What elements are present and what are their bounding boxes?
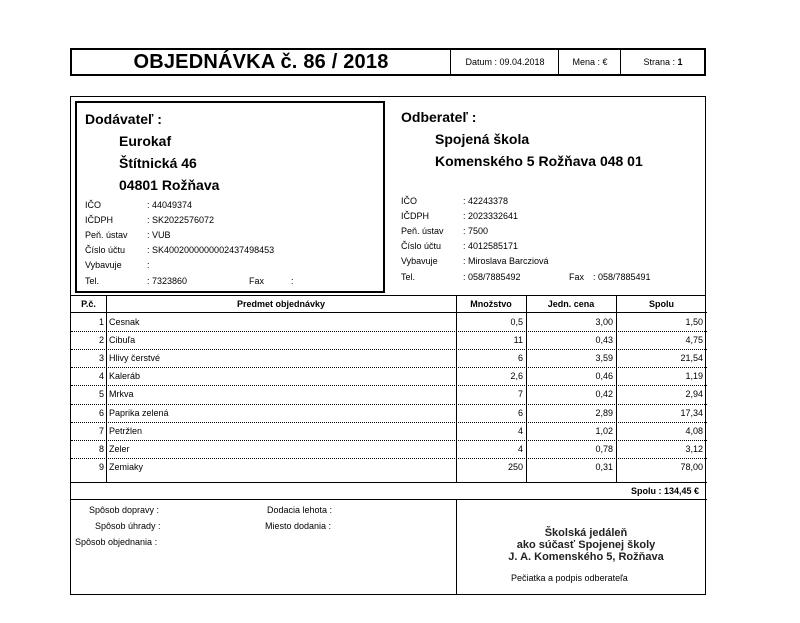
stamp-line-3: J. A. Komenského 5, Rožňava [508,551,664,563]
supplier-label-icdph: IČDPH [85,215,114,225]
row-qty: 0,5 [510,317,523,327]
row-item: Zemiaky [109,461,144,472]
items-table [70,296,706,483]
customer-label-account: Číslo účtu [401,241,442,251]
row-total: 1,50 [685,317,703,327]
supplier-label-contact: Vybavuje [85,260,122,270]
row-item: Hlivy čerstvé [109,353,161,364]
supplier-bank: : VUB [147,230,171,240]
row-no: 5 [98,389,104,400]
order-footer [70,483,706,595]
footer-label-ordering: Spôsob objednania : [75,537,158,547]
customer-label-bank: Peň. ústav [401,226,444,236]
col-header-no: P.č. [81,299,96,309]
order-total: Spolu : 134,45 € [630,486,699,496]
customer-ico: : 42243378 [463,196,509,206]
row-total: 21,54 [680,353,703,364]
row-total: 4,75 [685,335,703,346]
row-unit-price: 0,78 [595,443,613,454]
supplier-box [75,101,385,293]
customer-name: Spojená škola [435,131,530,147]
col-header-total: Spolu [649,299,674,309]
row-item: Kaleráb [109,371,141,382]
customer-fax-label: Fax [569,272,585,282]
row-no: 6 [98,407,104,418]
footer-label-delivery-term: Dodacia lehota : [267,505,333,515]
customer-label-tel: Tel. [401,272,416,282]
row-no: 8 [98,443,104,454]
stamp-line-2: ako súčasť Spojenej školy [516,539,656,551]
row-item: Mrkva [109,389,134,400]
stamp-line-1: Školská jedáleň [544,527,628,539]
supplier-icdph: : SK2022576072 [147,215,215,225]
row-total: 17,34 [680,407,703,418]
row-qty: 11 [513,335,523,346]
row-item: Petržlen [109,425,143,436]
col-header-item: Predmet objednávky [236,299,326,309]
row-total: 78,00 [680,461,703,472]
row-no: 1 [98,317,104,327]
supplier-tel: : 7323860 [147,276,188,286]
row-qty: 4 [517,443,523,454]
supplier-ico: : 44049374 [147,200,193,210]
row-total: 2,94 [685,389,703,400]
row-qty: 250 [507,461,523,472]
customer-contact: : Miroslava Barcziová [463,256,549,266]
row-item: Paprika zelená [109,407,169,418]
row-unit-price: 0,31 [595,461,613,472]
order-date: Datum : 09.04.2018 [450,50,559,74]
order-header [70,48,706,76]
customer-address: Komenského 5 Rožňava 048 01 [435,153,643,169]
supplier-heading: Dodávateľ : [85,111,162,127]
row-no: 7 [98,425,104,436]
row-unit-price: 0,42 [595,389,613,400]
row-no: 3 [98,353,104,364]
row-no: 2 [98,335,104,346]
supplier-label-ico: IČO [85,200,102,210]
supplier-name: Eurokaf [119,133,172,149]
row-qty: 6 [517,407,523,418]
customer-label-icdph: IČDPH [401,211,430,221]
order-title: OBJEDNÁVKA č. 86 / 2018 [133,50,389,73]
row-no: 9 [98,461,104,472]
customer-fax: : 058/7885491 [593,272,651,282]
footer-label-payment: Spôsob úhrady : [95,521,161,531]
customer-label-contact: Vybavuje [401,256,438,266]
parties-section [70,96,706,296]
supplier-contact: : [147,260,150,270]
customer-heading: Odberateľ : [401,109,477,125]
supplier-city: 04801 Rožňava [119,177,220,193]
row-qty: 6 [517,353,523,364]
supplier-street: Štítnická 46 [119,155,197,171]
customer-account: : 4012585171 [463,241,519,251]
row-item: Zeler [109,443,130,454]
row-unit-price: 0,46 [595,371,613,382]
school-stamp [476,527,696,563]
order-currency: Mena : € [558,50,621,74]
supplier-label-tel: Tel. [85,276,100,286]
row-total: 4,08 [685,425,703,436]
row-no: 4 [98,371,104,382]
customer-tel: : 058/7885492 [463,272,521,282]
footer-label-delivery-place: Miesto dodania : [265,521,332,531]
col-header-unit-price: Jedn. cena [547,299,595,309]
row-qty: 2,6 [510,371,523,382]
signature-label: Pečiatka a podpis odberateľa [511,573,628,583]
customer-icdph: : 2023332641 [463,211,519,221]
row-item: Cesnak [109,317,140,327]
footer-label-transport: Spôsob dopravy : [89,505,160,515]
col-header-qty: Množstvo [470,299,512,309]
supplier-label-account: Číslo účtu [85,245,126,255]
row-total: 1,19 [685,371,703,382]
customer-bank: : 7500 [463,226,489,236]
supplier-account: : SK4002000000002437498453 [147,245,275,255]
supplier-label-bank: Peň. ústav [85,230,128,240]
page-indicator [620,50,705,74]
page-label: Strana : [643,57,675,67]
row-qty: 7 [517,389,523,400]
row-unit-price: 1,02 [595,425,613,436]
row-unit-price: 2,89 [595,407,613,418]
row-unit-price: 3,00 [595,317,613,327]
supplier-fax: : [291,276,294,286]
row-item: Cibuľa [109,335,136,346]
row-qty: 4 [517,425,523,436]
row-unit-price: 0,43 [595,335,613,346]
page-number: 1 [677,57,683,67]
row-total: 3,12 [685,443,703,454]
customer-label-ico: IČO [401,196,418,206]
supplier-fax-label: Fax [249,276,265,286]
row-unit-price: 3,59 [595,353,613,364]
